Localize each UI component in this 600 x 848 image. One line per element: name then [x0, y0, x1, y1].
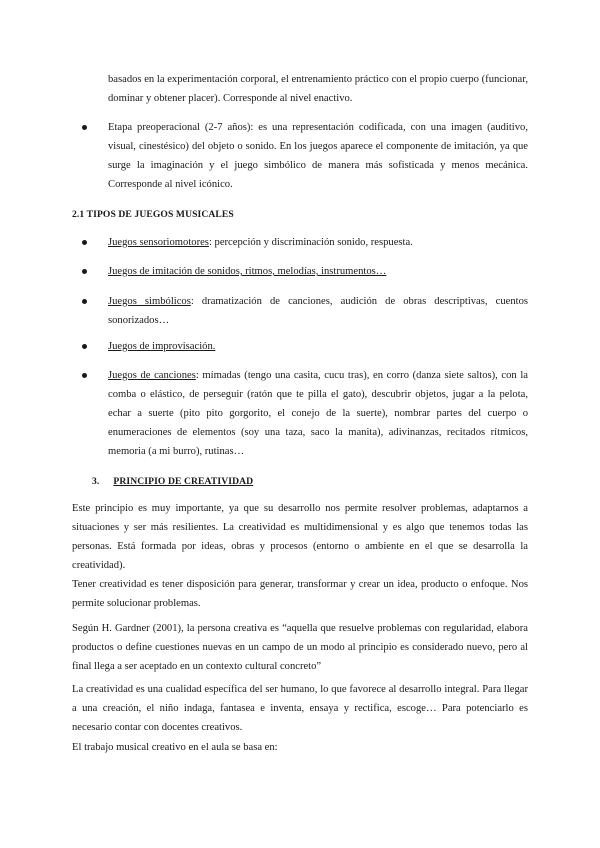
paragraph: Este principio es muy importante, ya que su desarrollo nos permite resolver problemas, adaptarnos a situaciones y ser más resilientes. La creatividad es multidimensional y es algo que tenemos todas las personas. Está formada por ideas, obras y procesos (entorno o ambiente en el que se desarrolla la creatividad). [72, 503, 528, 571]
list-item [82, 292, 528, 332]
list-item-label: Juegos sensoriomotores [108, 237, 209, 248]
list-item-label: Juegos de canciones [108, 370, 196, 381]
section-title: PRINCIPIO DE CREATIVIDAD [113, 476, 254, 487]
bullet-dot [82, 240, 87, 245]
list-item [82, 233, 528, 253]
list-item [82, 118, 528, 190]
list-item-description: : dramatización de canciones, audición de obras descriptivas, cuentos sonorizados… [108, 296, 528, 326]
paragraph: Según H. Gardner (2001), la persona creativa es “aquella que resuelve problemas con regularidad, elabora productos o define cuestiones nuevas en un campo de un modo al principio es considerado nuevo, pero al final llega a ser aceptado en un contexto cultural concreto” [72, 623, 528, 672]
list-item-description: : mímadas (tengo una casita, cucu tras), en corro (danza siete saltos), con la comba o elástico, de perseguir (ratón que te pilla el gato), descubrir objetos, jugar a la pelota, echar a suerte (pito pito gorgorito, el conejo de la suerte), nombrar partes del cuerpo o enumeraciones de elementos (soy una taza, saco la manita), adivinanzas, recitados rítmicos, memoria (a mi burro), rutinas… [108, 370, 529, 457]
list-item-label: Juegos de improvisación. [108, 341, 216, 352]
bullet-dot [82, 344, 87, 349]
bullet-dot [82, 299, 87, 304]
section-number: 3. [92, 476, 100, 487]
paragraph: El trabajo musical creativo en el aula se basa en: [72, 742, 278, 753]
list-item [82, 337, 528, 357]
list-item [82, 262, 528, 282]
paragraph: Tener creatividad es tener disposición para generar, transformar y crear un idea, producto o enfoque. Nos permite solucionar problemas. [72, 579, 528, 609]
bullet-dot [82, 125, 87, 130]
bullet-dot [82, 269, 87, 274]
paragraph: La creatividad es una cualidad específica del ser humano, lo que favorece al desarrollo integral. Para llegar a una creación, el niño indaga, fantasea e inventa, ensaya y rectifica, escoge… Para potenciarlo es necesario contar con docentes creativos. [72, 684, 528, 733]
bullet-dot [82, 373, 87, 378]
section-heading [92, 472, 253, 491]
list-item-label: Juegos simbólicos [108, 296, 191, 307]
section-heading: 2.1 TIPOS DE JUEGOS MUSICALES [72, 209, 234, 220]
bullet-text: Etapa preoperacional (2-7 años): es una representación codificada, con una imagen (auditivo, visual, cinestésico) del objeto o sonido. En los juegos aparece el componente de imitación, ya que surge la imaginación y el juego simbólico de manera más sofisticada y menos mecánica. Corresponde al nivel icónico. [108, 122, 528, 190]
list-item-description: : percepción y discriminación sonido, respuesta. [208, 237, 413, 248]
list-item-label: Juegos de imitación de sonidos, ritmos, melodías, instrumentos… [108, 266, 387, 277]
list-item [82, 366, 529, 457]
continuation-paragraph: basados en la experimentación corporal, el entrenamiento práctico con el propio cuerpo (funcionar, dominar y obtener placer). Corresponde al nivel enactivo. [108, 74, 528, 104]
